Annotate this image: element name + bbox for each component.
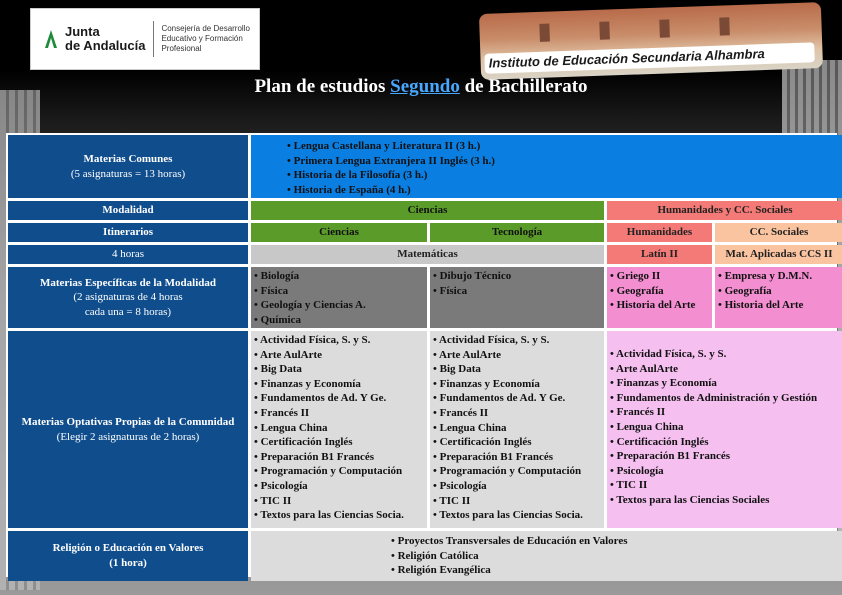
latin-cell: Latín II [607, 245, 712, 264]
school-name: Instituto de Educación Secundaria Alhambra [484, 42, 814, 74]
list-item: • Arte AulArte [254, 348, 424, 363]
optativas-humanidades [607, 331, 842, 528]
title-highlight: Segundo [390, 76, 460, 97]
especificas-tecnologia [430, 267, 604, 328]
optativas-ciencias [251, 331, 427, 528]
list-item: • Arte AulArte [433, 348, 601, 363]
list-item: • Química [254, 313, 424, 328]
list-item: • Primera Lengua Extranjera II Inglés (3 h.) [287, 154, 842, 169]
consejeria-name: Consejería de Desarrollo Educativo y Formación Profesional [161, 24, 250, 53]
list-item: • Historia de España (4 h.) [287, 183, 842, 198]
banner-window [599, 21, 610, 39]
modalidad-ciencias: Ciencias [251, 201, 604, 220]
list-item: • Fundamentos de Ad. Y Ge. [254, 391, 424, 406]
junta-name: Junta de Andalucía [65, 24, 146, 53]
list-item: • Historia de la Filosofía (3 h.) [287, 168, 842, 183]
list-item: • Textos para las Ciencias Sociales [610, 493, 840, 508]
list-item: • Textos para las Ciencias Socia. [254, 508, 424, 523]
list-item: • Actividad Física, S. y S. [433, 333, 601, 348]
especificas-ciencias [251, 267, 427, 328]
logo-divider [153, 21, 154, 57]
list-item: • Psicología [254, 479, 424, 494]
list-item: • Geografía [718, 284, 840, 299]
religion-list [251, 531, 842, 581]
mat-ccs-cell: Mat. Aplicadas CCS II [715, 245, 842, 264]
school-banner [479, 2, 823, 80]
list-item: • Finanzas y Economía [433, 377, 601, 392]
list-item: • TIC II [610, 478, 840, 493]
list-item: • Proyectos Transversales de Educación en Valores [391, 534, 842, 549]
list-item: • Física [254, 284, 424, 299]
modalidad-humanidades: Humanidades y CC. Sociales [607, 201, 842, 220]
list-item: • Certificación Inglés [610, 435, 840, 450]
list-item: • Certificación Inglés [433, 435, 601, 450]
list-item: • Finanzas y Economía [610, 376, 840, 391]
junta-andalucia-logo [30, 8, 260, 70]
especificas-humanidades [607, 267, 712, 328]
list-item: • Lengua Castellana y Literatura II (3 h.) [287, 139, 842, 154]
list-item: • Geografía [610, 284, 709, 299]
list-item: • Biología [254, 269, 424, 284]
page-title: Plan de estudios Segundo de Bachillerato [254, 76, 588, 97]
list-item: • Dibujo Técnico [433, 269, 601, 284]
comunes-header: Materias Comunes (5 asignaturas = 13 horas) [8, 135, 248, 198]
list-item: • Actividad Física, S. y S. [610, 347, 840, 362]
list-item: • Historia del Arte [610, 298, 709, 313]
banner-window [659, 19, 670, 37]
list-item: • Programación y Computación [254, 464, 424, 479]
optativas-tecnologia [430, 331, 604, 528]
list-item: • Religión Católica [391, 549, 842, 564]
list-item: • TIC II [254, 494, 424, 509]
banner-window [539, 24, 550, 42]
list-item: • Física [433, 284, 601, 299]
list-item: • Big Data [433, 362, 601, 377]
comunes-list [251, 135, 842, 198]
itinerario-ciencias: Ciencias [251, 223, 427, 242]
list-item: • Big Data [254, 362, 424, 377]
itinerario-sociales: CC. Sociales [715, 223, 842, 242]
list-item: • Textos para las Ciencias Socia. [433, 508, 601, 523]
junta-emblem-icon [43, 28, 59, 50]
modalidad-header: Modalidad [8, 201, 248, 220]
list-item: • Griego II [610, 269, 709, 284]
list-item: • Preparación B1 Francés [254, 450, 424, 465]
list-item: • Empresa y D.M.N. [718, 269, 840, 284]
list-item: • Psicología [433, 479, 601, 494]
list-item: • Lengua China [254, 421, 424, 436]
list-item: • Historia del Arte [718, 298, 840, 313]
religion-header: Religión o Educación en Valores (1 hora) [8, 531, 248, 581]
horas-header: 4 horas [8, 245, 248, 264]
itinerario-humanidades: Humanidades [607, 223, 712, 242]
list-item: • Geología y Ciencias A. [254, 298, 424, 313]
list-item: • Certificación Inglés [254, 435, 424, 450]
especificas-sociales [715, 267, 842, 328]
list-item: • Francés II [254, 406, 424, 421]
list-item: • Arte AulArte [610, 362, 840, 377]
optativas-header: Materias Optativas Propias de la Comunidad (Elegir 2 asignaturas de 2 horas) [8, 331, 248, 528]
list-item: • TIC II [433, 494, 601, 509]
list-item: • Francés II [433, 406, 601, 421]
list-item: • Finanzas y Economía [254, 377, 424, 392]
especificas-header: Materias Específicas de la Modalidad (2 asignaturas de 4 horas cada una = 8 horas) [8, 267, 248, 328]
list-item: • Actividad Física, S. y S. [254, 333, 424, 348]
study-plan-table [6, 133, 837, 577]
list-item: • Francés II [610, 405, 840, 420]
matematicas-cell: Matemáticas [251, 245, 604, 264]
list-item: • Psicología [610, 464, 840, 479]
list-item: • Preparación B1 Francés [610, 449, 840, 464]
banner-window [719, 17, 730, 35]
list-item: • Lengua China [433, 421, 601, 436]
list-item: • Fundamentos de Ad. Y Ge. [433, 391, 601, 406]
list-item: • Preparación B1 Francés [433, 450, 601, 465]
itinerario-tecnologia: Tecnología [430, 223, 604, 242]
list-item: • Fundamentos de Administración y Gestión [610, 391, 840, 406]
itinerarios-header: Itinerarios [8, 223, 248, 242]
list-item: • Lengua China [610, 420, 840, 435]
list-item: • Religión Evangélica [391, 563, 842, 578]
list-item: • Programación y Computación [433, 464, 601, 479]
